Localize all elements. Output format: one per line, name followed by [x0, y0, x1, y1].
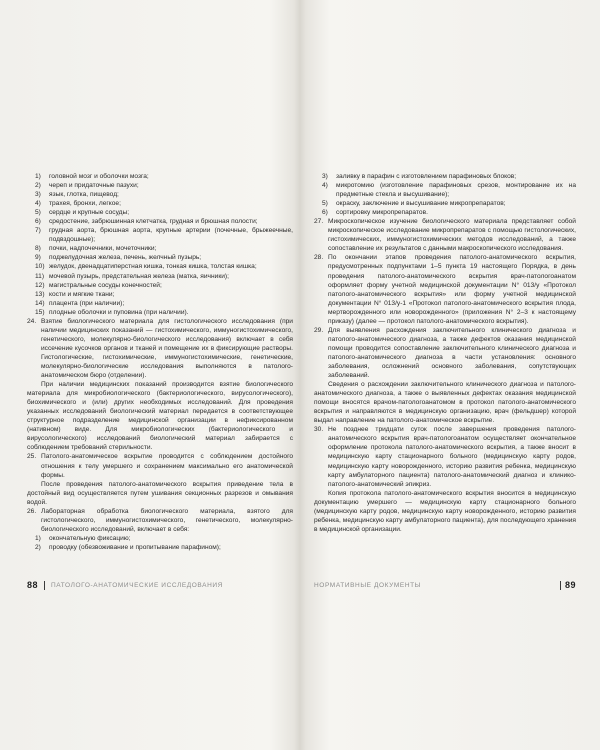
- list-item-text: средостение, забрюшинная клетчатка, грудная и брюшная полости;: [49, 218, 258, 226]
- paragraph-29-cont: Сведения о расхождении заключительного клинического диагноза и патолого-анатомического диагноза, а также о выявленных дефектах оказания медицинской помощи вносятся врачом-патологоанатомом в протокол патолого-анатомического вскрытия и направляются в медицинскую организацию, врач (фельдшер) которой выдал направление на патолого-анатомическое вскрытие.: [314, 381, 576, 425]
- list-item-number: 8): [35, 245, 41, 253]
- list-item-number: 11): [35, 272, 45, 280]
- list-item: [27, 181, 293, 190]
- list-item-text: трахея, бронхи, легкое;: [49, 200, 121, 208]
- paragraph-26: 26. Лабораторная обработка биологического материала, взятого для гистологического, иммуногистохимического, генетического, молекулярно-биологического исследований, включает в себя:: [27, 507, 293, 533]
- list-item-number: 13): [35, 290, 45, 298]
- right-page-block: [560, 580, 576, 590]
- list-item-number: 1): [35, 534, 41, 542]
- list-item-text: язык, глотка, пищевод;: [49, 191, 119, 199]
- list-item: [27, 208, 293, 217]
- list-item: [27, 244, 293, 253]
- list-item-text: проводку (обезвоживание и пропитывание парафином);: [49, 543, 221, 551]
- list-item-number: 2): [35, 182, 41, 190]
- list-item: [27, 299, 293, 308]
- paragraph-29: 29. Для выявления расхождения заключительного клинического диагноза и патолого-анатомического диагноза, а также дефектов оказания медицинской помощи проводится сопоставление заключительного клинического диагноза и патолого-анатомического диагноза в части установления: основного заболевания, осложнений основного заболевания, сопутствующих заболеваний.: [314, 326, 576, 380]
- footer-divider-left: [44, 581, 45, 590]
- list-item-text: череп и придаточные пазухи;: [49, 182, 139, 190]
- list-item-text: плодные оболочки и пуповина (при наличии).: [49, 308, 189, 316]
- list-item: [27, 262, 293, 271]
- organ-list: [27, 172, 293, 317]
- list-item: [314, 172, 576, 181]
- paragraph-30-cont: Копия протокола патолого-анатомического вскрытия вносится в медицинскую документацию умершего — медицинскую карту стационарного больного (медицинскую карту родов, медицинскую карту новорожденного, историю развития ребенка, медицинскую карту амбулаторного пациента), для последующего хранения в медицинской организации.: [314, 489, 576, 533]
- page-number-left: 88: [27, 580, 39, 590]
- list-item: [27, 308, 293, 317]
- running-title-right: НОРМАТИВНЫЕ ДОКУМЕНТЫ: [314, 581, 422, 589]
- list-item-text: почки, надпочечники, мочеточники;: [49, 245, 157, 253]
- list-item-text: микротомию (изготовление парафиновых срезов, монтирование их на предметные стекла и высушивание);: [336, 182, 576, 199]
- list-item: [27, 290, 293, 299]
- list-item: [27, 253, 293, 262]
- list-item-text: окраску, заключение и высушивание микропрепаратов;: [336, 200, 506, 208]
- list-item-number: 4): [322, 182, 328, 190]
- processing-list-cont: [314, 172, 576, 217]
- list-item-number: 9): [35, 254, 41, 262]
- paragraph-30: 30. Не позднее тридцати суток после завершения проведения патолого-анатомического вскрытия врач-патологоанатом осуществляет окончательное оформление протокола патолого-анатомического вскрытия, а также вносит в медицинскую карту стационарного больного (медицинскую карту родов, медицинскую карту новорожденного, историю развития ребенка, медицинскую карту амбулаторного пациента) патолого-анатомический диагноз и клинико-патолого-анатомический эпикриз.: [314, 426, 576, 488]
- list-item: [27, 199, 293, 208]
- footer-divider-right: [560, 581, 561, 590]
- list-item-number: 5): [35, 209, 41, 217]
- list-item-number: 10): [35, 263, 45, 271]
- list-item: [27, 190, 293, 199]
- paragraph-25: 25. Патолого-анатомическое вскрытие проводится с соблюдением достойного отношения к телу умершего и сохранением максимально его анатомической формы.: [27, 453, 293, 479]
- list-item: [27, 281, 293, 290]
- running-title-left: ПАТОЛОГО-АНАТОМИЧЕСКИЕ ИССЛЕДОВАНИЯ: [51, 581, 223, 589]
- list-item-text: сердце и крупные сосуды;: [49, 209, 130, 217]
- list-item-number: 2): [35, 543, 41, 551]
- list-item-text: мочевой пузырь, предстательная железа (матка, яичники);: [49, 272, 229, 280]
- list-item: [27, 172, 293, 181]
- list-item-text: головной мозг и оболочки мозга;: [49, 173, 149, 180]
- list-item: [27, 543, 293, 552]
- list-item: [27, 272, 293, 281]
- paragraph-28: 28. По окончании этапов проведения патолого-анатомического вскрытия, предусмотренных подпунктами 1–5 пункта 19 настоящего Порядка, в день проведения патолого-анатомического вскрытия врач-патологоанатом оформляет форму учетной медицинской документации N° 013/у «Протокол патолого-анатомического вскрытия» или форму учетной медицинской документации N° 013/у-1 «Протокол патолого-анатомического вскрытия плода, мертворожденного или новорожденного» (приложения N° 2–3 к настоящему приказу) (далее — протокол патолого-анатомического вскрытия).: [314, 254, 576, 325]
- list-item-text: сортировку микропрепаратов.: [336, 209, 428, 217]
- list-item-number: 7): [35, 227, 41, 235]
- list-item-number: 3): [35, 191, 41, 199]
- list-item-number: 4): [35, 200, 41, 208]
- list-item-number: 6): [322, 209, 328, 217]
- processing-list: [27, 534, 293, 552]
- list-item-text: магистральные сосуды конечностей;: [49, 281, 162, 289]
- list-item-text: окончательную фиксацию;: [49, 534, 131, 542]
- paragraph-24-cont: При наличии медицинских показаний производится взятие биологического материала для микробиологического (бактериологического, вирусологического), биохимического и (или) других необходимых исследований. Для проведения указанных исследований биологический материал передается в соответствующее структурное подразделение медицинской организации в нефиксированном (нативном) виде. Для микробиологических (бактериологического и вирусологического) исследований биологический материал забирается с соблюдением требований стерильности.: [27, 381, 293, 452]
- list-item: [27, 226, 293, 244]
- list-item-number: 3): [322, 173, 328, 180]
- left-footer: [27, 580, 293, 590]
- list-item-text: грудная аорта, брюшная аорта, крупные артерии (почечные, брыжеечные, подвздошные);: [49, 227, 293, 244]
- page-number-right: 89: [564, 580, 576, 590]
- list-item-text: желудок, двенадцатиперстная кишка, тонкая кишка, толстая кишка;: [49, 263, 257, 271]
- list-item-number: 12): [35, 281, 45, 289]
- right-page-text: [314, 172, 576, 534]
- list-item-number: 1): [35, 173, 41, 180]
- list-item-text: кости и мягкие ткани;: [49, 290, 115, 298]
- left-page-text: [27, 172, 293, 552]
- paragraph-27: 27. Микроскопическое изучение биологического материала представляет собой микроскопическое исследование микропрепаратов с помощью гистологических, гистохимических, иммуногистохимических методов исследований, а также сопоставление их результатов с данными макроскопического исследования.: [314, 218, 576, 253]
- paragraph-24: 24. Взятие биологического материала для гистологического исследования (при наличии медицинских показаний — гистохимического, иммуногистохимического, генетического, молекулярно-биологического исследования) включает в себя иссечение кусочков органов и тканей и помещение их в фиксирующие растворы. Гистологические, гистохимические, иммуногистохимические, генетические, молекулярно-биологические исследования выполняются в патолого-анатомическом бюро (отделении).: [27, 317, 293, 380]
- list-item-number: 14): [35, 299, 45, 307]
- list-item: [314, 181, 576, 199]
- list-item: [27, 534, 293, 543]
- list-item-text: заливку в парафин с изготовлением парафиновых блоков;: [336, 173, 517, 180]
- right-footer: [314, 580, 576, 590]
- list-item: [314, 199, 576, 208]
- list-item-number: 5): [322, 200, 328, 208]
- list-item: [314, 208, 576, 217]
- list-item: [27, 217, 293, 226]
- list-item-text: плацента (при наличии);: [49, 299, 125, 307]
- paragraph-25-cont: После проведения патолого-анатомического вскрытия приведение тела в достойный вид осуществляется путем ушивания секционных разрезов и омывания водой.: [27, 480, 293, 506]
- list-item-number: 15): [35, 308, 45, 316]
- list-item-text: поджелудочная железа, печень, желчный пузырь;: [49, 254, 202, 262]
- list-item-number: 6): [35, 218, 41, 226]
